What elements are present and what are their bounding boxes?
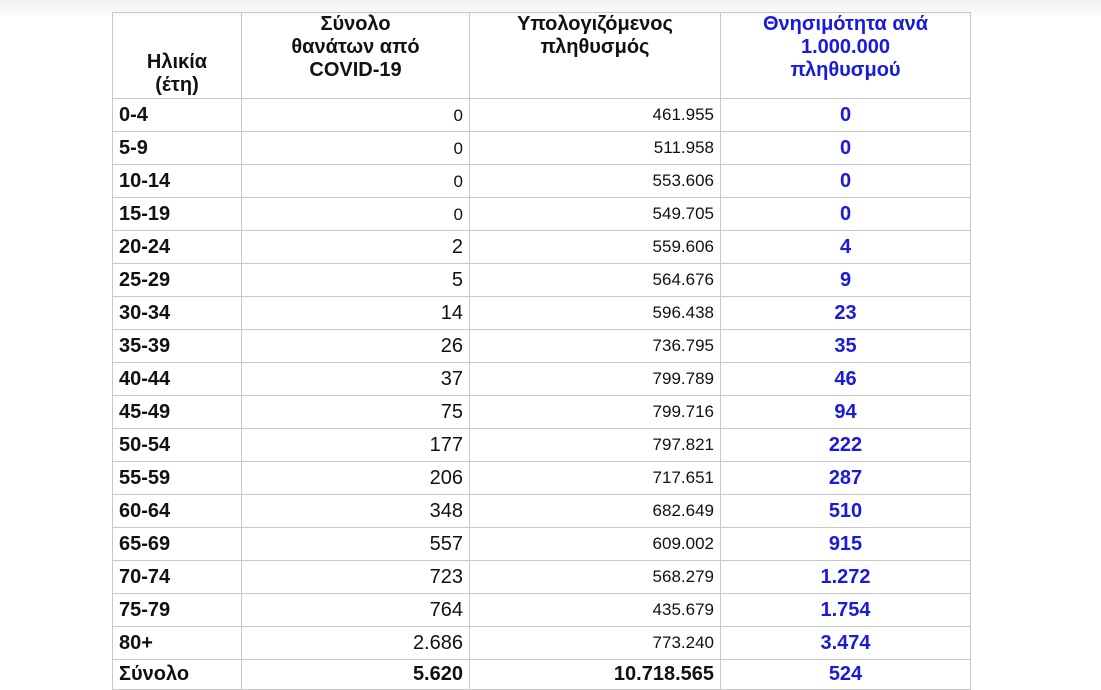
rate-cell: 0 — [721, 165, 971, 198]
header-deaths-line: Σύνολο — [320, 13, 391, 35]
rate-cell: 915 — [721, 528, 971, 561]
total-label-cell: Σύνολο — [113, 660, 242, 690]
table-row — [113, 528, 971, 561]
age-cell: 20-24 — [113, 231, 242, 264]
rate-cell: 0 — [721, 198, 971, 231]
deaths-cell: 0 — [242, 198, 470, 231]
deaths-cell: 0 — [242, 165, 470, 198]
header-population — [470, 13, 721, 99]
deaths-cell: 5 — [242, 264, 470, 297]
header-rate-line: πληθυσμού — [790, 59, 901, 81]
table-row — [113, 495, 971, 528]
rate-cell: 35 — [721, 330, 971, 363]
table-row — [113, 462, 971, 495]
deaths-cell: 14 — [242, 297, 470, 330]
deaths-cell: 348 — [242, 495, 470, 528]
header-rate-line: 1.000.000 — [801, 36, 890, 58]
table-row — [113, 198, 971, 231]
age-cell: 35-39 — [113, 330, 242, 363]
header-age-line: (έτη) — [155, 74, 199, 96]
header-row — [113, 13, 971, 99]
rate-cell: 23 — [721, 297, 971, 330]
age-cell: 25-29 — [113, 264, 242, 297]
deaths-cell: 206 — [242, 462, 470, 495]
population-cell: 596.438 — [470, 297, 721, 330]
rate-cell: 94 — [721, 396, 971, 429]
deaths-cell: 177 — [242, 429, 470, 462]
age-cell: 60-64 — [113, 495, 242, 528]
population-cell: 609.002 — [470, 528, 721, 561]
total-deaths-cell: 5.620 — [242, 660, 470, 690]
header-population-line: πληθυσμός — [540, 36, 650, 58]
rate-cell: 510 — [721, 495, 971, 528]
age-cell: 80+ — [113, 627, 242, 660]
header-age-line: Ηλικία — [146, 51, 208, 73]
total-row — [113, 660, 971, 690]
population-cell: 549.705 — [470, 198, 721, 231]
age-cell: 55-59 — [113, 462, 242, 495]
population-cell: 568.279 — [470, 561, 721, 594]
deaths-cell: 723 — [242, 561, 470, 594]
age-cell: 30-34 — [113, 297, 242, 330]
age-cell: 15-19 — [113, 198, 242, 231]
age-cell: 5-9 — [113, 132, 242, 165]
deaths-cell: 0 — [242, 132, 470, 165]
table-row — [113, 99, 971, 132]
rate-cell: 1.272 — [721, 561, 971, 594]
age-cell: 75-79 — [113, 594, 242, 627]
deaths-cell: 557 — [242, 528, 470, 561]
table-row — [113, 363, 971, 396]
population-cell: 682.649 — [470, 495, 721, 528]
table-row — [113, 396, 971, 429]
table-row — [113, 297, 971, 330]
table-row — [113, 594, 971, 627]
age-cell: 0-4 — [113, 99, 242, 132]
deaths-cell: 2.686 — [242, 627, 470, 660]
table-row — [113, 264, 971, 297]
deaths-cell: 75 — [242, 396, 470, 429]
table-row — [113, 627, 971, 660]
table-row — [113, 165, 971, 198]
rate-cell: 4 — [721, 231, 971, 264]
header-deaths-line: θανάτων από — [291, 36, 420, 58]
age-cell: 45-49 — [113, 396, 242, 429]
age-cell: 65-69 — [113, 528, 242, 561]
header-population-line: Υπολογιζόμενος — [517, 13, 673, 35]
rate-cell: 3.474 — [721, 627, 971, 660]
deaths-cell: 0 — [242, 99, 470, 132]
population-cell: 773.240 — [470, 627, 721, 660]
rate-cell: 46 — [721, 363, 971, 396]
population-cell: 553.606 — [470, 165, 721, 198]
population-cell: 564.676 — [470, 264, 721, 297]
population-cell: 511.958 — [470, 132, 721, 165]
header-deaths-line: COVID-19 — [309, 59, 402, 81]
population-cell: 717.651 — [470, 462, 721, 495]
mortality-table-container — [112, 12, 971, 690]
rate-cell: 222 — [721, 429, 971, 462]
deaths-cell: 26 — [242, 330, 470, 363]
header-rate — [721, 13, 971, 99]
population-cell: 736.795 — [470, 330, 721, 363]
total-rate-cell: 524 — [721, 660, 971, 690]
table-row — [113, 132, 971, 165]
population-cell: 799.789 — [470, 363, 721, 396]
header-rate-line: Θνησιμότητα ανά — [762, 13, 929, 35]
total-population-cell: 10.718.565 — [470, 660, 721, 690]
covid-mortality-table — [112, 12, 971, 690]
deaths-cell: 37 — [242, 363, 470, 396]
age-cell: 50-54 — [113, 429, 242, 462]
population-cell: 435.679 — [470, 594, 721, 627]
rate-cell: 9 — [721, 264, 971, 297]
population-cell: 799.716 — [470, 396, 721, 429]
table-row — [113, 429, 971, 462]
population-cell: 461.955 — [470, 99, 721, 132]
rate-cell: 1.754 — [721, 594, 971, 627]
table-row — [113, 330, 971, 363]
population-cell: 559.606 — [470, 231, 721, 264]
rate-cell: 0 — [721, 132, 971, 165]
deaths-cell: 764 — [242, 594, 470, 627]
rate-cell: 0 — [721, 99, 971, 132]
table-row — [113, 561, 971, 594]
population-cell: 797.821 — [470, 429, 721, 462]
header-age — [113, 13, 242, 99]
header-deaths — [242, 13, 470, 99]
deaths-cell: 2 — [242, 231, 470, 264]
age-cell: 40-44 — [113, 363, 242, 396]
table-row — [113, 231, 971, 264]
age-cell: 70-74 — [113, 561, 242, 594]
rate-cell: 287 — [721, 462, 971, 495]
age-cell: 10-14 — [113, 165, 242, 198]
